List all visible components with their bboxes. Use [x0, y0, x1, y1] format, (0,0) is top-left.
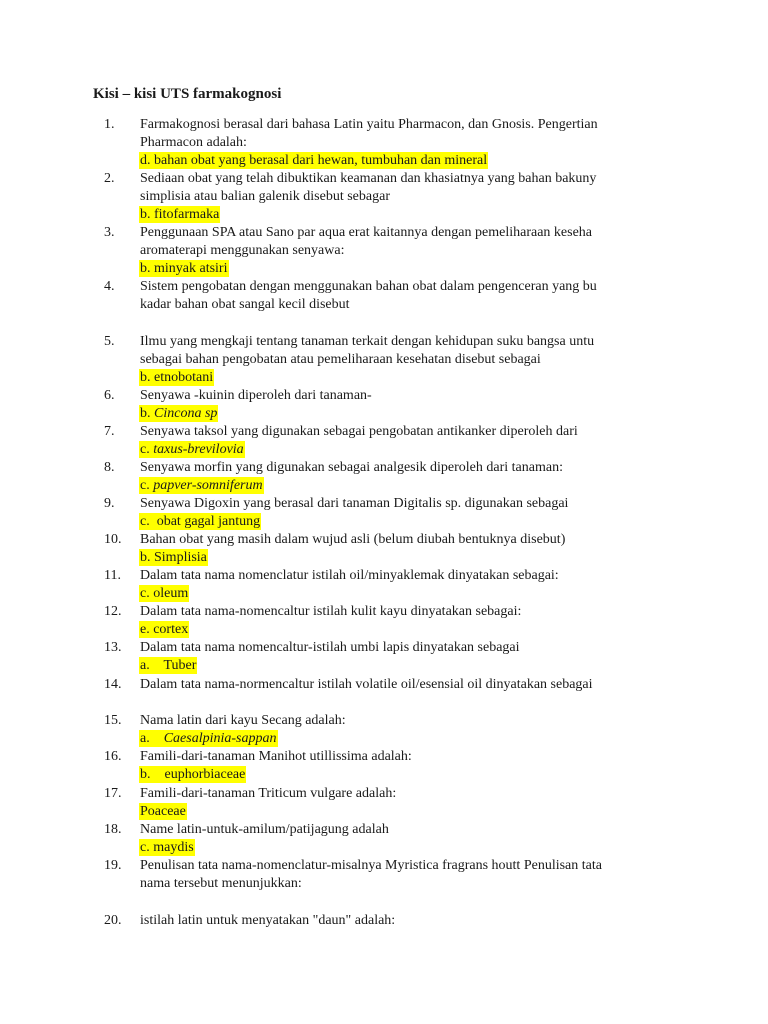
question-number: 3.: [104, 225, 115, 240]
answer-text: oleum: [153, 586, 189, 601]
question-text: sebagai bahan pengobatan atau pemeliharaan kesehatan disebut sebagai: [140, 352, 541, 367]
question-text: nama tersebut menunjukkan:: [140, 876, 302, 891]
answer-highlight: [139, 839, 195, 856]
question-text: Sistem pengobatan dengan menggunakan bahan obat dalam pengenceran yang bu: [140, 279, 597, 294]
answer-highlight: [139, 766, 246, 783]
question-text: kadar bahan obat sangal kecil disebut: [140, 297, 350, 312]
question-number: 11.: [104, 568, 121, 583]
answer-text: papver-somniferum: [153, 478, 263, 493]
answer-text: etnobotani: [154, 370, 214, 385]
answer-highlight: [139, 585, 189, 602]
answer-text: bahan obat yang berasal dari hewan, tumbuhan dan mineral: [154, 153, 488, 168]
answer-prefix: b.: [140, 370, 151, 385]
question-text: Bahan obat yang masih dalam wujud asli (belum diubah bentuknya disebut): [140, 532, 566, 547]
question-text: Famili-dari-tanaman Triticum vulgare adalah:: [140, 786, 397, 801]
answer-prefix: b.: [140, 767, 151, 782]
answer-prefix: b.: [140, 550, 151, 565]
answer-text: Simplisia: [154, 550, 207, 565]
question-text: aromaterapi menggunakan senyawa:: [140, 243, 345, 258]
question-number: 14.: [104, 677, 122, 692]
answer-text: Cincona sp: [154, 406, 218, 421]
question-number: 2.: [104, 171, 115, 186]
answer-highlight: [139, 369, 214, 386]
question-number: 19.: [104, 858, 122, 873]
answer-text: obat gagal jantung: [156, 514, 261, 529]
question-number: 10.: [104, 532, 122, 547]
question-text: Dalam tata nama-normencaltur istilah volatile oil/esensial oil dinyatakan sebagai: [140, 677, 593, 692]
answer-highlight: [139, 803, 187, 820]
answer-text: maydis: [153, 840, 194, 855]
question-number: 15.: [104, 713, 122, 728]
question-number: 17.: [104, 786, 122, 801]
answer-highlight: [139, 657, 197, 674]
answer-prefix: b.: [140, 406, 151, 421]
answer-highlight: [139, 621, 189, 638]
question-number: 7.: [104, 424, 115, 439]
question-number: 16.: [104, 749, 122, 764]
answer-prefix: c.: [140, 442, 150, 457]
answer-prefix: b.: [140, 261, 151, 276]
question-number: 6.: [104, 388, 115, 403]
question-text: Name latin-untuk-amilum/patijagung adalah: [140, 822, 389, 837]
question-text: Dalam tata nama nomencaltur-istilah umbi lapis dinyatakan sebagai: [140, 640, 520, 655]
question-number: 13.: [104, 640, 122, 655]
answer-prefix: c.: [140, 840, 150, 855]
question-text: Dalam tata nama-nomencaltur istilah kulit kayu dinyatakan sebagai:: [140, 604, 522, 619]
answer-prefix: c.: [140, 478, 150, 493]
question-number: 1.: [104, 117, 115, 132]
question-number: 8.: [104, 460, 115, 475]
answer-prefix: d.: [140, 153, 151, 168]
answer-prefix: c.: [140, 586, 150, 601]
answer-text: Poaceae: [140, 804, 186, 819]
question-text: Famili-dari-tanaman Manihot utillissima adalah:: [140, 749, 412, 764]
question-number: 5.: [104, 334, 115, 349]
answer-highlight: [139, 260, 229, 277]
question-number: 9.: [104, 496, 115, 511]
answer-highlight: [139, 152, 488, 169]
answer-highlight: [139, 477, 264, 494]
question-text: Dalam tata nama nomenclatur istilah oil/minyaklemak dinyatakan sebagai:: [140, 568, 559, 583]
question-text: Senyawa -kuinin diperoleh dari tanaman-: [140, 388, 372, 403]
question-number: 12.: [104, 604, 122, 619]
question-text: Senyawa taksol yang digunakan sebagai pengobatan antikanker diperoleh dari: [140, 424, 578, 439]
question-text: Nama latin dari kayu Secang adalah:: [140, 713, 346, 728]
answer-text: euphorbiaceae: [164, 767, 246, 782]
answer-highlight: [139, 206, 220, 223]
answer-highlight: [139, 549, 208, 566]
answer-prefix: a.: [140, 658, 150, 673]
answer-highlight: [139, 730, 278, 747]
question-number: 4.: [104, 279, 115, 294]
question-text: Ilmu yang mengkaji tentang tanaman terkait dengan kehidupan suku bangsa untu: [140, 334, 595, 349]
answer-prefix: c.: [140, 514, 150, 529]
question-text: Penggunaan SPA atau Sano par aqua erat kaitannya dengan pemeliharaan keseha: [140, 225, 592, 240]
question-text: Senyawa Digoxin yang berasal dari tanaman Digitalis sp. digunakan sebagai: [140, 496, 569, 511]
question-text: Farmakognosi berasal dari bahasa Latin yaitu Pharmacon, dan Gnosis. Pengertian: [140, 117, 598, 132]
answer-prefix: a.: [140, 731, 150, 746]
question-text: Sediaan obat yang telah dibuktikan keamanan dan khasiatnya yang bahan bakuny: [140, 171, 597, 186]
question-text: simplisia atau balian galenik disebut sebagar: [140, 189, 390, 204]
answer-highlight: [139, 513, 261, 530]
answer-highlight: [139, 441, 245, 458]
question-text: Pharmacon adalah:: [140, 135, 247, 150]
answer-text: Caesalpinia-sappan: [163, 731, 277, 746]
answer-text: cortex: [153, 622, 189, 637]
question-text: Senyawa morfin yang digunakan sebagai analgesik diperoleh dari tanaman:: [140, 460, 563, 475]
answer-prefix: e.: [140, 622, 150, 637]
answer-text: taxus-brevilovia: [153, 442, 244, 457]
answer-text: fitofarmaka: [154, 207, 220, 222]
answer-highlight: [139, 405, 218, 422]
answer-text: Tuber: [163, 658, 197, 673]
question-text: Penulisan tata nama-nomenclatur-misalnya Myristica fragrans houtt Penulisan tata: [140, 858, 602, 873]
document-title: Kisi – kisi UTS farmakognosi: [93, 86, 282, 102]
question-number: 18.: [104, 822, 122, 837]
answer-text: minyak atsiri: [154, 261, 228, 276]
question-text: istilah latin untuk menyatakan "daun" adalah:: [140, 913, 396, 928]
answer-prefix: b.: [140, 207, 151, 222]
question-number: 20.: [104, 913, 122, 928]
